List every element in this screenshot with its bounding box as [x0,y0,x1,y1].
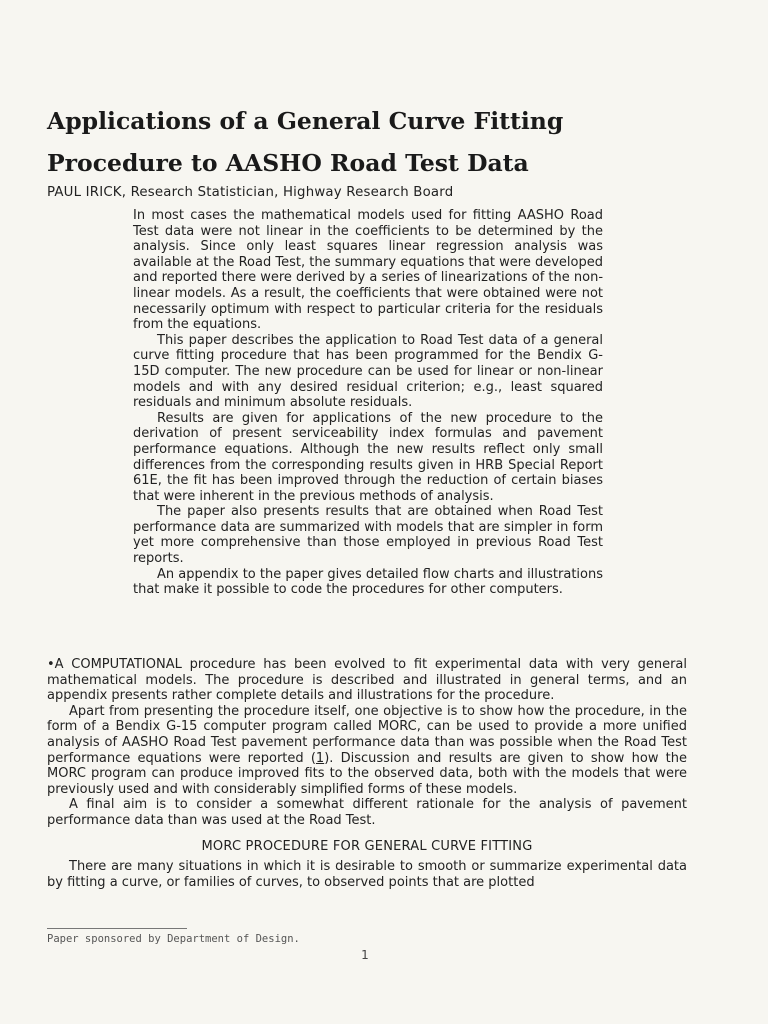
page-number: 1 [361,948,369,962]
author-byline: PAUL IRICK, Research Statistician, Highway Research Board [47,185,454,200]
section-heading: MORC PROCEDURE FOR GENERAL CURVE FITTING [201,838,533,854]
body-text [47,657,687,890]
title-line-1: Applications of a General Curve Fitting [47,107,564,135]
abstract-paragraph: This paper describes the application to Road Test data of a general curve fitting procedure that has been programmed for the Bendix G-15D computer. The new procedure can be used for linear or non-linear models and with any desired residual criterion; e.g., least squared residuals and minimum absolute residuals. [133,332,603,411]
paper-title [47,100,727,184]
body-paragraph: •A COMPUTATIONAL procedure has been evolved to fit experimental data with very general mathematical models. The procedure is described and illustrated in general terms, and an appendix presents rather complete details and illustrations for the procedure. [47,657,687,704]
abstract-paragraph: An appendix to the paper gives detailed flow charts and illustrations that make it possible to code the procedures for other computers. [133,566,603,598]
abstract-paragraph: The paper also presents results that are obtained when Road Test performance data are summarized with models that are simpler in form yet more comprehensive than those employed in previous Road Test reports. [133,504,603,567]
footnote: Paper sponsored by Department of Design. [47,933,300,945]
title-line-2: Procedure to AASHO Road Test Data [47,149,529,177]
reference-link[interactable]: 1 [315,750,325,766]
abstract [133,208,603,598]
body-text-segment: ). Discussion and results are given to show how the MORC program can produce improved fits to the observed data, both with the models that were previously used and with considerably simplified forms of these models. [47,750,687,797]
body-paragraph: There are many situations in which it is desirable to smooth or summarize experimental data by fitting a curve, or families of curves, to observed points that are plotted [47,859,687,890]
body-text-segment: Apart from presenting the procedure itself, one objective is to show how the procedure, in the form of a Bendix G-15 computer program called MORC, can be used to provide a more unified analysis of AASHO Road Test pavement performance data than was possible when the Road Test performance equations were reported ( [47,703,687,766]
footnote-divider [47,928,187,929]
abstract-paragraph: Results are given for applications of the new procedure to the derivation of present serviceability index formulas and pavement performance equations. Although the new results reflect only small differences from the corresponding results given in HRB Special Report 61E, the fit has been improved through the reduction of certain biases that were inherent in the previous methods of analysis. [133,410,603,504]
body-paragraph: A final aim is to consider a somewhat different rationale for the analysis of pavement performance data than was used at the Road Test. [47,797,687,828]
abstract-paragraph: In most cases the mathematical models used for fitting AASHO Road Test data were not linear in the coefficients to be determined by the analysis. Since only least squares linear regression analysis was available at the Road Test, the summary equations that were developed and reported there were derived by a series of linearizations of the non-linear models. As a result, the coefficients that were obtained were not necessarily optimum with respect to particular criteria for the residuals from the equations. [133,208,604,333]
body-paragraph [47,704,687,798]
